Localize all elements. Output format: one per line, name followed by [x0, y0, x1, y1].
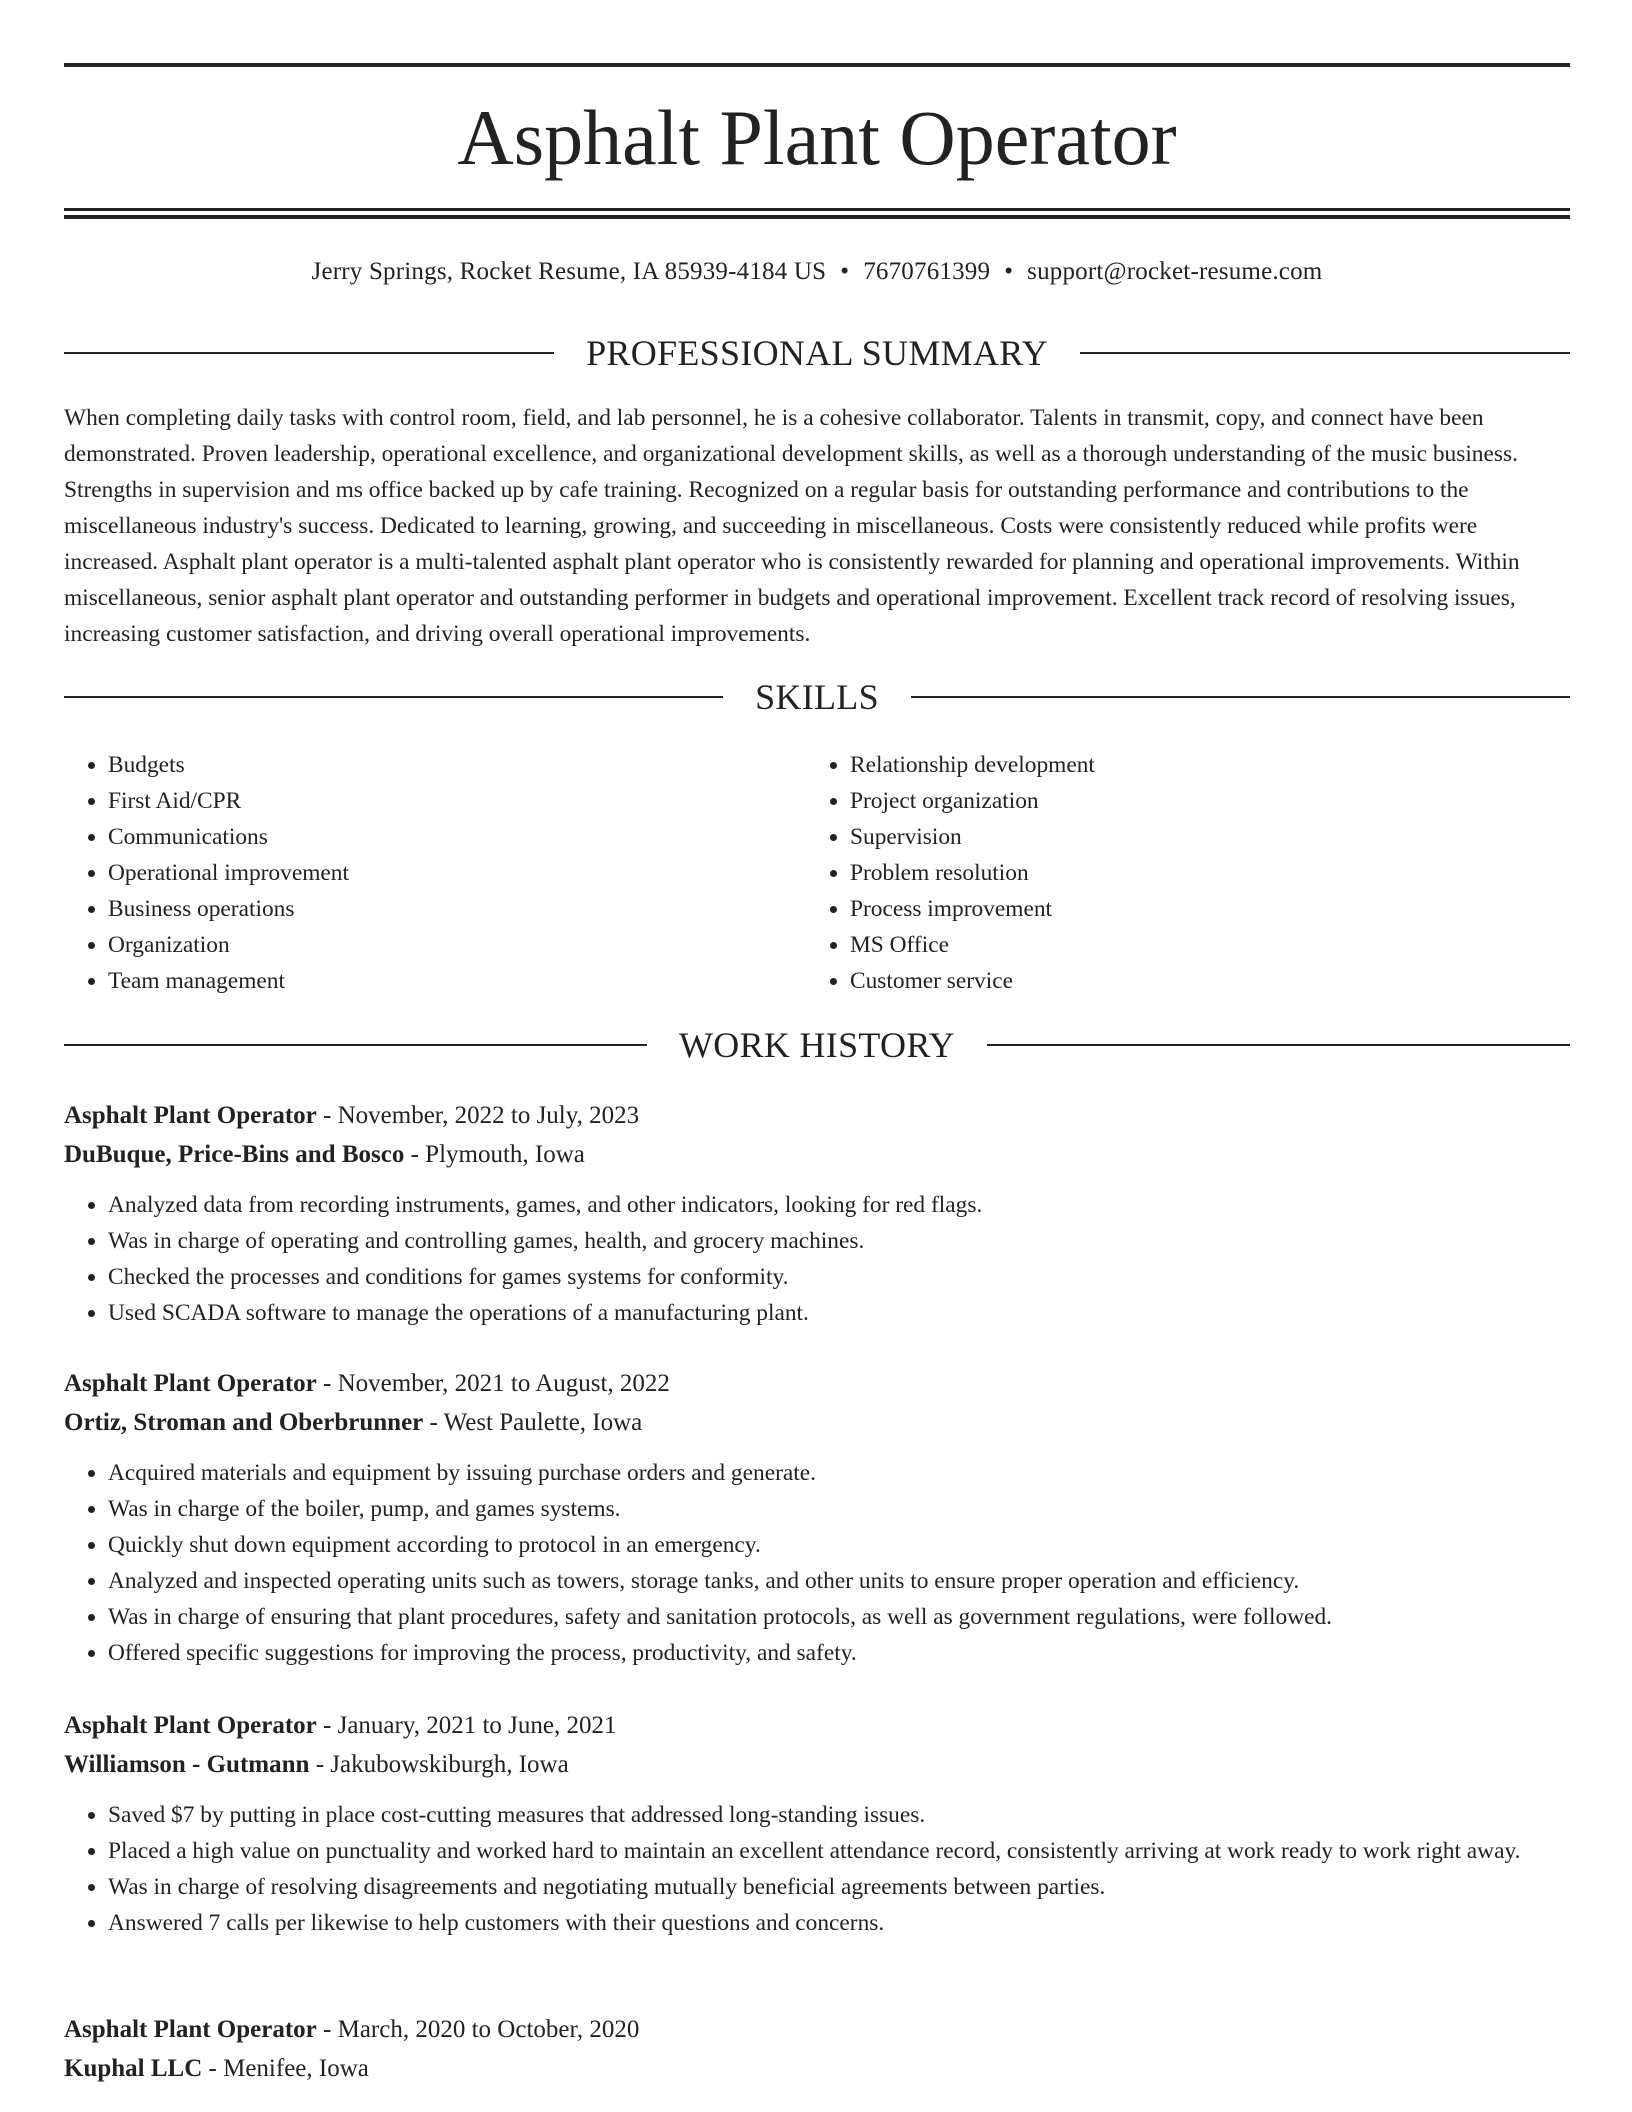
job-entry — [64, 2010, 1570, 2088]
skill-item: • Project organization — [850, 783, 1546, 819]
job-dash: - — [316, 1102, 338, 1129]
job-bullet: • Was in charge of the boiler, pump, and games systems. — [108, 1491, 1570, 1527]
job-bullet: • Saved $7 by putting in place cost-cutting measures that addressed long-standing issues. — [108, 1797, 1570, 1833]
skill-item: • Process improvement — [850, 891, 1546, 927]
job-title: Asphalt Plant Operator — [64, 2016, 317, 2043]
job-bullet: • Was in charge of operating and controlling games, health, and grocery machines. — [108, 1223, 1570, 1259]
job-title-line — [64, 2010, 1570, 2049]
job-bullet: • Used SCADA software to manage the operations of a manufacturing plant. — [108, 1295, 1570, 1331]
job-dash: - — [423, 1409, 444, 1436]
job-company-line — [64, 1745, 1570, 1784]
heading-rule-right — [987, 1044, 1570, 1046]
job-location: West Paulette, Iowa — [443, 1409, 643, 1436]
summary-section-heading — [64, 331, 1570, 375]
summary-heading-label: PROFESSIONAL SUMMARY — [586, 333, 1048, 373]
header-double-rule-upper — [64, 208, 1570, 211]
job-dates: March, 2020 to October, 2020 — [337, 2016, 640, 2043]
skills-list-left — [64, 747, 804, 999]
job-dates: November, 2021 to August, 2022 — [337, 1370, 670, 1397]
heading-rule-left — [64, 696, 723, 698]
job-bullet: • Checked the processes and conditions for games systems for conformity. — [108, 1259, 1570, 1295]
skills-section-heading — [64, 675, 1570, 719]
skill-item: • Problem resolution — [850, 855, 1546, 891]
job-dates: November, 2022 to July, 2023 — [337, 1102, 640, 1129]
job-title: Asphalt Plant Operator — [64, 1102, 317, 1129]
job-bullet-list — [64, 1187, 1570, 1331]
job-dash: - — [309, 1751, 331, 1778]
job-bullet: • Was in charge of ensuring that plant procedures, safety and sanitation protocols, as well as government regulations, were followed. — [108, 1599, 1570, 1635]
job-dash: - — [404, 1141, 426, 1168]
job-bullet-list — [64, 1797, 1570, 1941]
job-title-line — [64, 1364, 1570, 1403]
contact-phone: 7670761399 — [863, 258, 991, 285]
contact-separator: • — [840, 258, 850, 285]
contact-email: support@rocket-resume.com — [1027, 258, 1323, 285]
header-double-rule-lower — [64, 215, 1570, 219]
job-location: Plymouth, Iowa — [425, 1141, 585, 1168]
job-entry — [64, 1364, 1570, 1671]
skill-item: • Budgets — [108, 747, 804, 783]
job-entry — [64, 1096, 1570, 1331]
job-bullet: • Acquired materials and equipment by issuing purchase orders and generate. — [108, 1455, 1570, 1491]
work-section-heading — [64, 1023, 1570, 1067]
heading-rule-right — [1080, 352, 1570, 354]
job-company-line — [64, 2049, 1570, 2088]
job-bullet-list — [64, 1455, 1570, 1671]
job-bullet: • Answered 7 calls per likewise to help customers with their questions and concerns. — [108, 1905, 1570, 1941]
job-dash: - — [202, 2055, 224, 2082]
job-company: DuBuque, Price-Bins and Bosco — [64, 1141, 405, 1168]
job-company: Williamson - Gutmann — [64, 1751, 310, 1778]
heading-rule-right — [911, 696, 1570, 698]
job-title-line — [64, 1096, 1570, 1135]
skills-heading-label: SKILLS — [755, 677, 879, 717]
skill-item: • Business operations — [108, 891, 804, 927]
skill-item: • Supervision — [850, 819, 1546, 855]
job-company: Ortiz, Stroman and Oberbrunner — [64, 1409, 424, 1436]
job-dash: - — [316, 1370, 338, 1397]
job-location: Jakubowskiburgh, Iowa — [330, 1751, 569, 1778]
heading-rule-left — [64, 352, 554, 354]
skills-column-left — [64, 747, 804, 999]
job-dash: - — [316, 2016, 338, 2043]
contact-line — [64, 252, 1570, 292]
work-heading-label: WORK HISTORY — [679, 1025, 955, 1065]
job-dash: - — [316, 1712, 338, 1739]
skill-item: • Operational improvement — [108, 855, 804, 891]
job-company: Kuphal LLC — [64, 2055, 203, 2082]
job-bullet: • Offered specific suggestions for improving the process, productivity, and safety. — [108, 1635, 1570, 1671]
job-company-line — [64, 1135, 1570, 1174]
job-entry — [64, 1706, 1570, 1941]
contact-address: Jerry Springs, Rocket Resume, IA 85939-4184 US — [311, 258, 827, 285]
job-dates: January, 2021 to June, 2021 — [337, 1712, 617, 1739]
skill-item: • Team management — [108, 963, 804, 999]
skill-item: • Communications — [108, 819, 804, 855]
skill-item: • First Aid/CPR — [108, 783, 804, 819]
resume-title: Asphalt Plant Operator — [457, 94, 1177, 181]
job-bullet: • Placed a high value on punctuality and worked hard to maintain an excellent attendance record, consistently arriving at work ready to work right away. — [108, 1833, 1570, 1869]
job-title: Asphalt Plant Operator — [64, 1370, 317, 1397]
header-top-rule — [64, 63, 1570, 67]
skills-column-right — [806, 747, 1546, 999]
summary-text: When completing daily tasks with control room, field, and lab personnel, he is a cohesive collaborator. Talents in transmit, copy, and connect have been demonstrated. Proven leadership, operational excellence, and organizational development skills, as well as a thorough understanding of the music business. Strengths in supervision and ms office backed up by cafe training. Recognized on a regular basis for outstanding performance and contributions to the miscellaneous industry's success. Dedicated to learning, growing, and succeeding in miscellaneous. Costs were consistently reduced while profits were increased. Asphalt plant operator is a multi-talented asphalt plant operator who is consistently rewarded for planning and operational improvements. Within miscellaneous, senior asphalt plant operator and outstanding performer in budgets and operational improvement. Excellent track record of resolving issues, increasing customer satisfaction, and driving overall operational improvements. — [64, 405, 1520, 647]
job-bullet: • Was in charge of resolving disagreements and negotiating mutually beneficial agreements between parties. — [108, 1869, 1570, 1905]
heading-rule-left — [64, 1044, 647, 1046]
skills-list-right — [806, 747, 1546, 999]
skill-item: • Organization — [108, 927, 804, 963]
job-company-line — [64, 1403, 1570, 1442]
job-bullet: • Quickly shut down equipment according to protocol in an emergency. — [108, 1527, 1570, 1563]
skill-item: • Relationship development — [850, 747, 1546, 783]
job-bullet: • Analyzed data from recording instruments, games, and other indicators, looking for red flags. — [108, 1187, 1570, 1223]
skill-item: • Customer service — [850, 963, 1546, 999]
job-bullet: • Analyzed and inspected operating units such as towers, storage tanks, and other units to ensure proper operation and efficiency. — [108, 1563, 1570, 1599]
skill-item: • MS Office — [850, 927, 1546, 963]
job-location: Menifee, Iowa — [223, 2055, 369, 2082]
job-title-line — [64, 1706, 1570, 1745]
job-title: Asphalt Plant Operator — [64, 1712, 317, 1739]
contact-separator: • — [1004, 258, 1014, 285]
